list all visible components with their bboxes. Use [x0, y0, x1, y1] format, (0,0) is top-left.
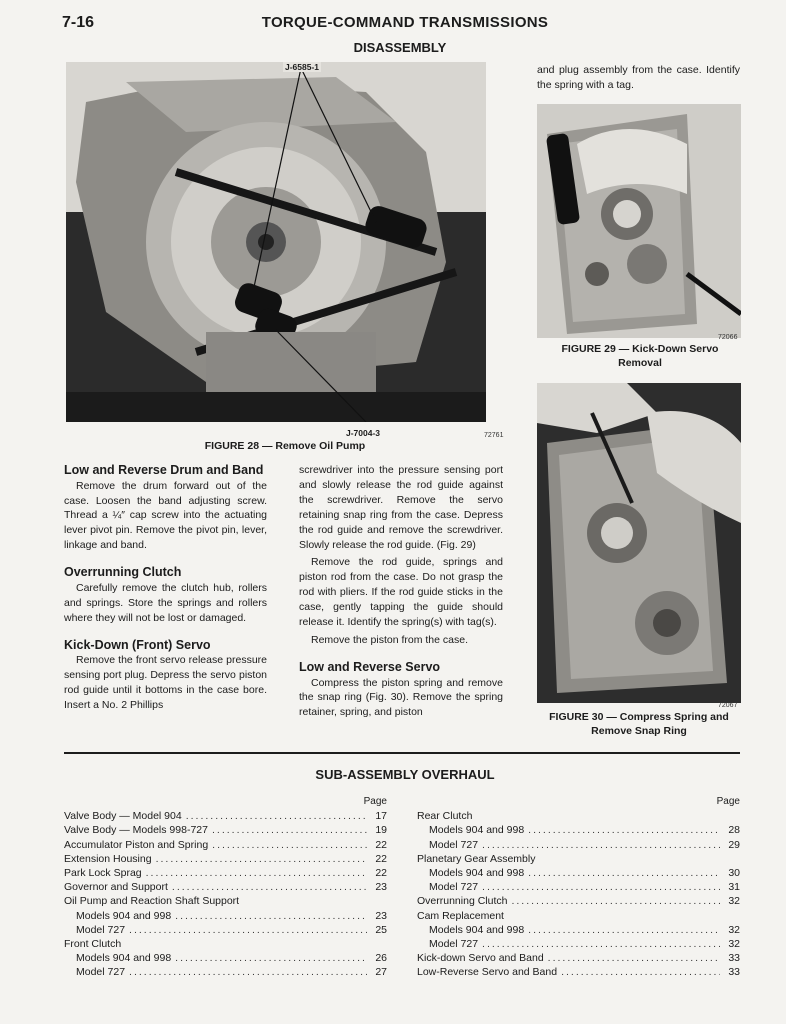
- toc-leader-dots: [212, 823, 367, 837]
- toc-entry-label: Model 727: [429, 938, 479, 951]
- toc-entry-page: 23: [375, 881, 387, 894]
- intro-paragraph: and plug assembly from the case. Identify the spring with a tag.: [537, 64, 740, 91]
- toc-entry: [64, 909, 387, 923]
- toc-entry: [64, 866, 387, 880]
- toc-entry: [64, 838, 387, 852]
- right-intro-text: [537, 63, 740, 96]
- toc-entry-label: Valve Body — Model 904: [64, 810, 182, 823]
- toc-left-list: [64, 809, 387, 979]
- toc-entry: [64, 852, 387, 866]
- toc-left-column: [64, 795, 387, 980]
- toc-right-page-header: Page: [716, 796, 740, 807]
- toc-leader-dots: [175, 909, 367, 923]
- toc-entry-label: Rear Clutch: [417, 810, 473, 823]
- toc-leader-dots: [212, 838, 367, 852]
- toc-entry-label: Oil Pump and Reaction Shaft Support: [64, 895, 240, 908]
- toc-entry-page: 22: [375, 838, 387, 851]
- toc-entry-label: Front Clutch: [64, 938, 122, 951]
- toc-entry-label: Model 727: [76, 923, 126, 936]
- figure-29-caption-line1: FIGURE 29 — Kick-Down Servo: [561, 343, 719, 355]
- callout-j7004: J-7004-3: [346, 428, 381, 438]
- toc-entry-label: Models 904 and 998: [429, 867, 525, 879]
- toc-entry-page: 32: [728, 923, 740, 936]
- toc-entry-page: 19: [375, 824, 387, 837]
- toc-entry-page: 22: [375, 852, 387, 865]
- toc-entry-label: Low-Reverse Servo and Band: [417, 966, 558, 979]
- toc-leader-dots: [482, 880, 720, 894]
- toc-entry: [417, 894, 740, 908]
- toc-entry: [417, 809, 740, 823]
- toc-right-list: [417, 809, 740, 979]
- heading-overrunning-clutch: Overrunning Clutch: [64, 565, 182, 580]
- callout-j6585: J-6585-1: [285, 62, 320, 72]
- toc-entry-page: 31: [728, 881, 740, 894]
- toc-entry: [417, 923, 740, 937]
- paragraph-rod-guide: Remove the rod guide, springs and piston rod from the case. Do not grasp the rod with pliers. If the rod guide sticks in the case, gently tapping the guide should release it. Identify the spring(s) with tag(s).: [299, 556, 503, 629]
- toc-entry-label: Extension Housing: [64, 852, 152, 865]
- toc-leader-dots: [528, 923, 720, 937]
- toc-leader-dots: [156, 852, 367, 866]
- toc-entry-page: 30: [728, 867, 740, 879]
- toc-entry: [64, 880, 387, 894]
- figure-29-caption-line2: Removal: [618, 356, 662, 369]
- toc-entry-label: Models 904 and 998: [429, 824, 525, 837]
- toc-entry-label: Park Lock Sprag: [64, 867, 142, 879]
- figure-28-caption: FIGURE 28 — Remove Oil Pump: [204, 440, 366, 452]
- figure-30-id: 72067: [718, 702, 738, 709]
- toc-entry-page: 32: [728, 938, 740, 951]
- figure-30-photo: [537, 383, 741, 703]
- toc-entry: [64, 923, 387, 937]
- toc-entry-label: Governor and Support: [64, 881, 168, 894]
- figure-29-caption: [540, 343, 740, 370]
- toc-entry-page: 26: [375, 952, 387, 965]
- section-heading: DISASSEMBLY: [353, 40, 447, 55]
- running-title: TORQUE-COMMAND TRANSMISSIONS: [261, 14, 549, 31]
- toc-entry: [64, 937, 387, 951]
- toc-leader-dots: [482, 838, 720, 852]
- toc-leader-dots: [129, 965, 367, 979]
- paragraph-overrunning-clutch: Carefully remove the clutch hub, rollers and springs. Store the springs and rollers where they will not be lost or damaged.: [64, 581, 267, 624]
- figure-30-caption-line1: FIGURE 30 — Compress Spring and: [549, 711, 729, 723]
- section-divider: [64, 752, 740, 754]
- toc-entry-page: 29: [728, 838, 740, 851]
- toc-entry: [64, 823, 387, 837]
- toc-entry-page: 32: [728, 895, 740, 908]
- toc-entry: [417, 852, 740, 866]
- toc-entry-label: Valve Body — Models 998-727: [64, 824, 208, 837]
- toc-entry: [417, 823, 740, 837]
- figure-29-photo: [537, 104, 741, 338]
- figure-30-caption: [537, 711, 741, 738]
- toc-entry-label: Models 904 and 998: [76, 952, 172, 965]
- toc-entry-page: 25: [375, 923, 387, 936]
- paragraph-screwdriver: screwdriver into the pressure sensing port and slowly release the rod guide against the screwdriver. Remove the servo retaining snap ring from the case. Depress the rod guide and remove the screwdriver. Slowly release the rod guide. (Fig. 29): [299, 464, 503, 551]
- toc-entry-label: Model 727: [429, 881, 479, 894]
- toc-leader-dots: [528, 866, 720, 880]
- toc-entry: [417, 866, 740, 880]
- toc-entry: [417, 937, 740, 951]
- page-number: 7-16: [62, 14, 95, 31]
- toc-entry: [417, 951, 740, 965]
- toc-leader-dots: [511, 894, 720, 908]
- paragraph-drum-band: Remove the drum forward out of the case. Loosen the band adjusting screw. Thread a ¼″ cap screw into the actuating lever pivot pin. Remove the pivot pin, lever, linkage and band.: [64, 479, 267, 552]
- figure-29-id: 72066: [718, 334, 738, 341]
- toc-entry-page: 17: [375, 810, 387, 823]
- paragraph-remove-piston: Remove the piston from the case.: [311, 633, 468, 646]
- toc-entry-page: 33: [728, 966, 740, 979]
- toc-entry-page: 27: [375, 966, 387, 979]
- toc-entry: [417, 880, 740, 894]
- text-column-2: [299, 463, 503, 723]
- paragraph-low-reverse-servo: Compress the piston spring and remove the snap ring (Fig. 30). Remove the spring retainer, spring, and piston: [299, 676, 503, 719]
- text-column-1: [64, 463, 267, 716]
- toc-entry: [417, 838, 740, 852]
- toc-entry-label: Models 904 and 998: [76, 909, 172, 922]
- heading-low-reverse-drum-band: Low and Reverse Drum and Band: [64, 463, 264, 477]
- toc-entry-label: Planetary Gear Assembly: [417, 852, 536, 865]
- toc-entry-label: Overrunning Clutch: [417, 895, 508, 908]
- toc-leader-dots: [175, 951, 367, 965]
- toc-entry: [417, 909, 740, 923]
- toc-title: SUB-ASSEMBLY OVERHAUL: [315, 767, 495, 782]
- toc-entry-label: Accumulator Piston and Spring: [64, 838, 209, 851]
- toc-entry-page: 28: [728, 824, 740, 837]
- toc-leader-dots: [482, 937, 720, 951]
- toc-entry-page: 33: [728, 952, 740, 965]
- heading-kick-down-servo: Kick-Down (Front) Servo: [64, 637, 211, 652]
- paragraph-kick-down-servo: Remove the front servo release pressure sensing port plug. Depress the servo piston rod guide until it bottoms in the case bore. Insert a No. 2 Phillips: [64, 654, 267, 711]
- toc-leader-dots: [548, 951, 720, 965]
- toc-entry-label: Kick-down Servo and Band: [417, 952, 544, 965]
- toc-entry-label: Model 727: [76, 966, 126, 979]
- toc-entry: [417, 965, 740, 979]
- toc-leader-dots: [146, 866, 367, 880]
- toc-entry-label: Model 727: [429, 838, 479, 851]
- heading-low-reverse-servo: Low and Reverse Servo: [299, 659, 441, 674]
- toc-entry-label: Models 904 and 998: [429, 923, 525, 936]
- figure-28-photo: [66, 62, 486, 422]
- toc-leader-dots: [129, 923, 367, 937]
- toc-entry: [64, 809, 387, 823]
- toc-entry-label: Cam Replacement: [417, 909, 504, 922]
- toc-entry: [64, 894, 387, 908]
- figure-28-id: 72761: [484, 432, 504, 439]
- toc-leader-dots: [186, 809, 367, 823]
- figure-30-caption-line2: Remove Snap Ring: [591, 724, 687, 737]
- toc-leader-dots: [528, 823, 720, 837]
- toc-left-page-header: Page: [363, 796, 387, 807]
- toc-entry: [64, 951, 387, 965]
- toc-leader-dots: [561, 965, 720, 979]
- toc-entry-page: 23: [375, 909, 387, 922]
- toc-right-column: [417, 795, 740, 980]
- toc-entry-page: 22: [375, 867, 387, 879]
- toc-entry: [64, 965, 387, 979]
- toc-leader-dots: [172, 880, 367, 894]
